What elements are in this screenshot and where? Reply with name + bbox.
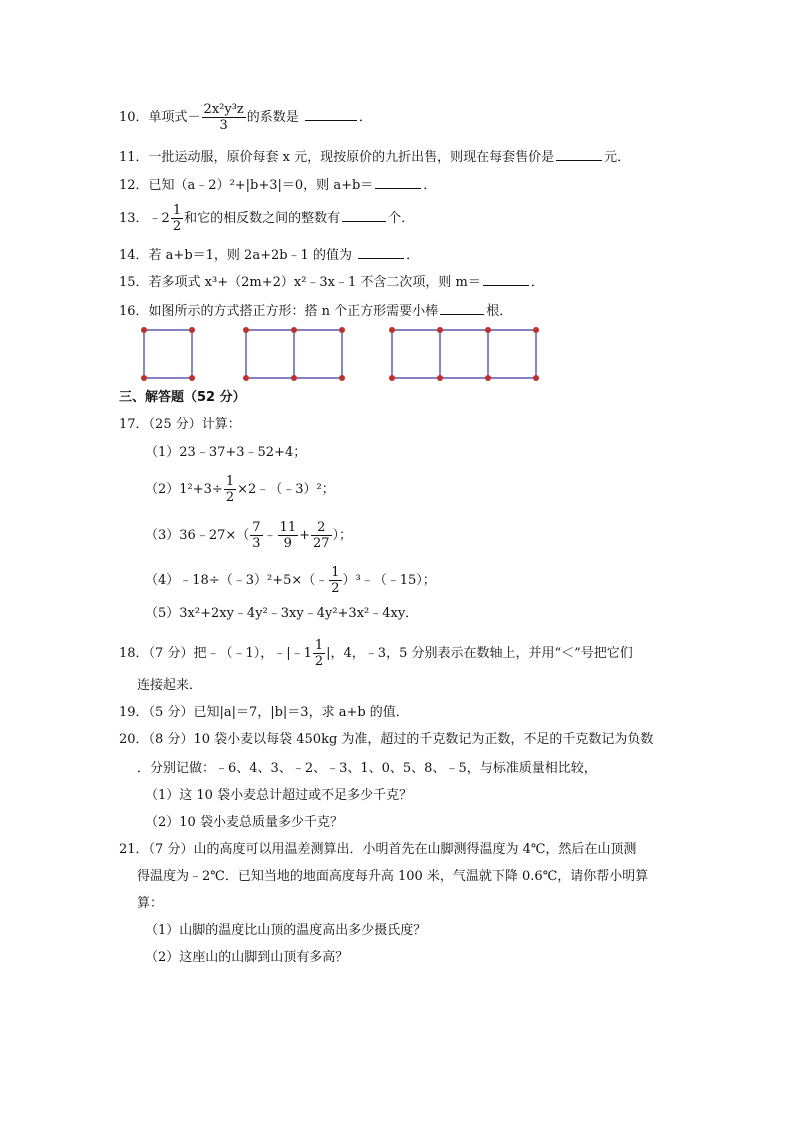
q14-answer-blank[interactable] [358, 246, 404, 259]
question-20-line-2: ．分别记做：﹣6、4、3、﹣2、﹣3、1、0、5、8、﹣5，与标准质量相比较， [137, 761, 597, 776]
q10-text: 的系数是 [246, 110, 303, 125]
q16-end: 根． [486, 304, 513, 319]
squares-group-1 [141, 327, 195, 381]
q13-text: 和它的相反数之间的整数有 [184, 211, 341, 226]
q17-p4-denominator: 2 [331, 581, 340, 596]
q17-p4-suffix: ）³﹣（﹣15）； [342, 573, 436, 588]
q17-p4-fraction [329, 565, 341, 596]
q17-p3-suffix: ）； [332, 528, 353, 543]
q13-end: 个． [388, 211, 415, 226]
joint-dot [189, 327, 195, 333]
joint-dot [533, 327, 539, 333]
joint-dot [243, 327, 249, 333]
q17-p3-fraction-2 [278, 520, 299, 551]
q17-part-1: （1）23﹣37+3﹣52+4； [145, 445, 307, 460]
squares-group-3 [389, 327, 539, 381]
q17-p3-fraction-3 [311, 520, 332, 551]
joint-dot [291, 327, 297, 333]
q17-part-2 [145, 474, 335, 505]
q13-numerator: 1 [172, 203, 182, 218]
question-14 [119, 246, 419, 265]
q17-p3-numerator-3: 2 [311, 520, 332, 536]
q21-part-1: （1）山脚的温度比山顶的温度高出多少摄氏度？ [145, 923, 427, 938]
question-21-line-3: 算： [137, 896, 164, 911]
joint-dot [141, 375, 147, 381]
q18-prefix: 18．（7 分）把﹣（﹣1），﹣|﹣1 [119, 646, 312, 661]
section-3-heading: 三、解答题（52 分） [119, 390, 246, 405]
joint-dot [437, 327, 443, 333]
q17-part-3 [145, 520, 352, 551]
q17-p2-fraction [224, 474, 236, 505]
q13-fraction [171, 203, 183, 234]
q16-answer-blank[interactable] [440, 302, 484, 315]
q10-fraction [202, 102, 246, 133]
question-13 [119, 203, 414, 234]
q17-p2-suffix: ×2﹣（﹣3）²； [237, 482, 335, 497]
joint-dot [389, 375, 395, 381]
question-20-line-1: 20．（8 分）10 袋小麦以每袋 450kg 为准，超过的千克数记为正数，不足的千克数记为负数 [119, 732, 654, 747]
q13-denominator: 2 [172, 219, 182, 234]
joint-dot [485, 375, 491, 381]
q10-end: ． [358, 110, 372, 125]
joint-dot [189, 375, 195, 381]
q17-p2-numerator: 1 [225, 474, 235, 489]
q17-p3-numerator-1: 7 [252, 520, 261, 535]
q18-denominator: 2 [314, 654, 324, 669]
q14-text: 14．若 a+b＝1，则 2a+2b﹣1 的值为 [119, 248, 357, 263]
q12-text: 12．已知（a﹣2）²+|b+3|＝0，则 a+b＝ [119, 178, 374, 193]
q17-p3-denominator-3: 27 [313, 536, 330, 551]
q17-part-4 [145, 565, 436, 596]
q17-p4-numerator: 1 [331, 565, 340, 580]
q10-answer-blank[interactable] [305, 108, 357, 121]
question-12 [119, 176, 436, 195]
q17-p3-prefix: （3）36﹣27×（ [145, 528, 250, 543]
q17-p3-denominator-2: 9 [283, 536, 292, 551]
joint-dot [141, 327, 147, 333]
question-18 [119, 638, 633, 669]
q17-p4-prefix: （4）﹣18÷（﹣3）²+5×（﹣ [145, 573, 329, 588]
joint-dot [485, 327, 491, 333]
q18-fraction [313, 638, 325, 669]
q13-prefix: 13．﹣2 [119, 211, 170, 226]
joint-dot [389, 327, 395, 333]
q20-part-1: （1）这 10 袋小麦总计超过或不足多少千克？ [145, 788, 413, 803]
q13-answer-blank[interactable] [342, 209, 386, 222]
question-10 [119, 102, 372, 133]
squares-group-2 [243, 327, 345, 381]
q21-part-2: （2）这座山的山脚到山顶有多高？ [145, 950, 349, 965]
question-16 [119, 302, 512, 321]
joint-dot [339, 375, 345, 381]
q10-denominator: 3 [219, 118, 228, 133]
q14-end: ． [406, 248, 420, 263]
question-21-line-2: 得温度为﹣2℃．已知当地的地面高度每升高 100 米，气温就下降 0.6℃，请你帮小明算 [137, 869, 649, 884]
q18-numerator: 1 [314, 638, 324, 653]
q12-end: ． [423, 178, 437, 193]
q17-p3-fraction-1 [250, 520, 262, 551]
q10-numerator: 2x²y³z [203, 102, 244, 117]
q17-p2-prefix: （2）1²+3÷ [145, 482, 223, 497]
squares-figure [130, 322, 550, 384]
q11-end: 元． [604, 150, 631, 165]
q18-text: |，4，﹣3，5 分别表示在数轴上，并用“＜”号把它们 [326, 646, 633, 661]
question-17-title: 17．（25 分）计算： [119, 417, 241, 432]
question-15 [119, 273, 544, 292]
q20-part-2: （2）10 袋小麦总质量多少千克？ [145, 815, 343, 830]
q15-text: 15．若多项式 x³+（2m+2）x²﹣3x﹣1 不含二次项，则 m＝ [119, 275, 481, 290]
joint-dot [533, 375, 539, 381]
joint-dot [339, 327, 345, 333]
question-11 [119, 148, 630, 167]
q18-line-2: 连接起来． [137, 678, 203, 693]
q11-answer-blank[interactable] [556, 148, 602, 161]
q15-end: ． [530, 275, 544, 290]
q17-p3-operator-2: + [299, 528, 310, 543]
q17-p3-numerator-2: 11 [279, 520, 297, 535]
q11-text: 11．一批运动服，原价每套 x 元，现按原价的九折出售，则现在每套售价是 [119, 150, 555, 165]
q10-prefix: 10．单项式－ [119, 110, 201, 125]
q16-text: 16．如图所示的方式搭正方形：搭 n 个正方形需要小棒 [119, 304, 439, 319]
q15-answer-blank[interactable] [483, 273, 529, 286]
question-21-line-1: 21．（7 分）山的高度可以用温差测算出．小明首先在山脚测得温度为 4℃，然后在山顶测 [119, 842, 637, 857]
q12-answer-blank[interactable] [375, 176, 421, 189]
q17-p3-denominator-1: 3 [252, 536, 261, 551]
q17-part-5: （5）3x²+2xy﹣4y²﹣3xy﹣4y²+3x²﹣4xy． [145, 606, 419, 621]
joint-dot [243, 375, 249, 381]
question-19: 19．（5 分）已知|a|＝7，|b|＝3，求 a+b 的值． [119, 705, 409, 720]
joint-dot [291, 375, 297, 381]
q17-p2-denominator: 2 [225, 490, 235, 505]
q17-p3-operator-1: ﹣ [263, 528, 277, 543]
joint-dot [437, 375, 443, 381]
